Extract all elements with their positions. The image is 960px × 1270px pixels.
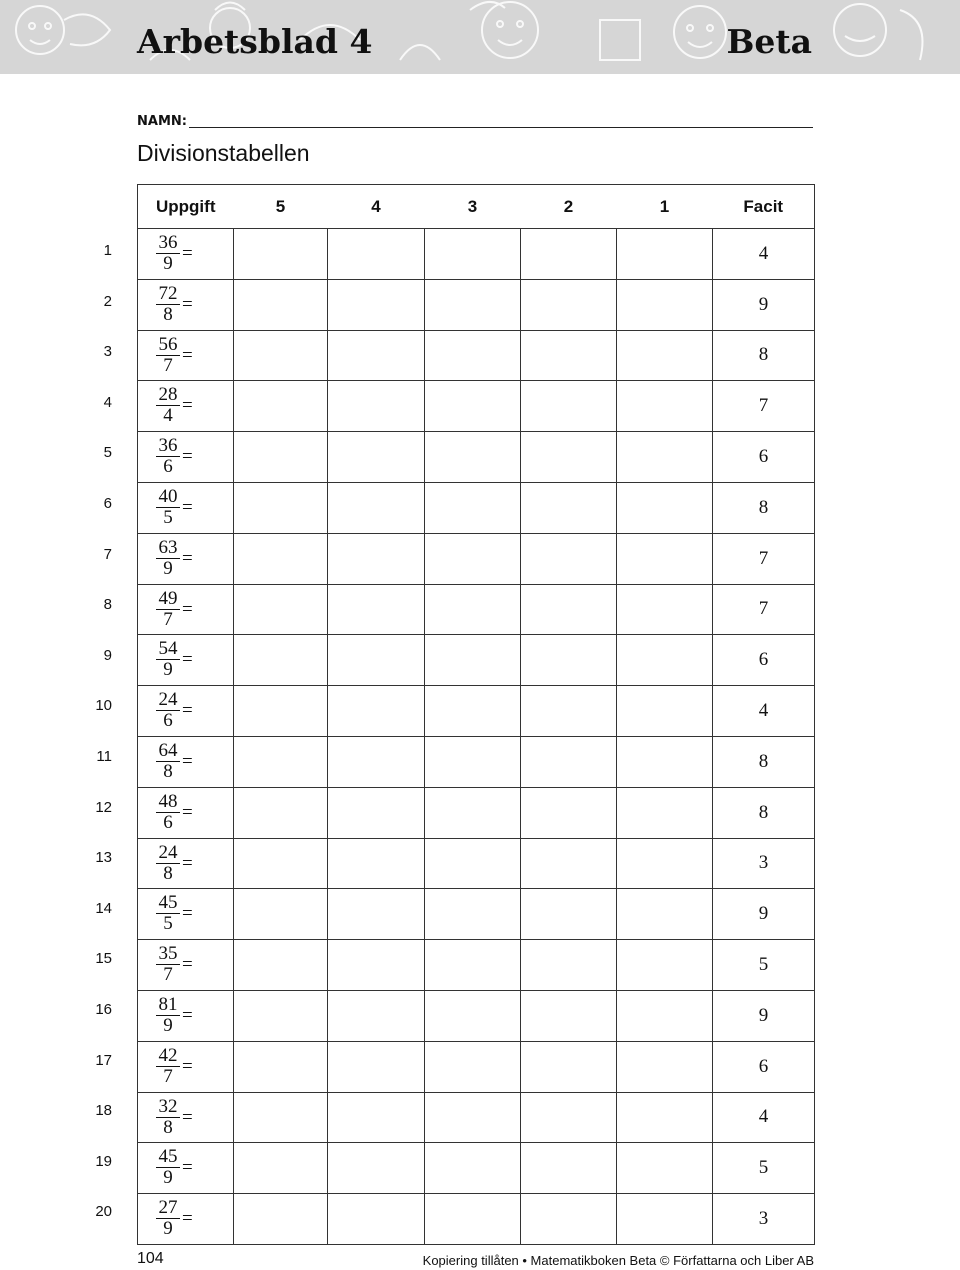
denominator: 8: [163, 303, 173, 325]
answer-cell[interactable]: [234, 990, 328, 1041]
task-cell: [138, 432, 234, 483]
answer-cell[interactable]: [521, 533, 617, 584]
denominator: 9: [163, 557, 173, 579]
answer-cell[interactable]: [617, 635, 713, 686]
denominator: 9: [163, 1218, 173, 1240]
task-cell: [138, 1143, 234, 1194]
answer-cell[interactable]: [328, 1143, 425, 1194]
column-header: 5: [234, 185, 328, 229]
table-row: [138, 990, 815, 1041]
column-header: 2: [521, 185, 617, 229]
numerator: 45: [156, 893, 180, 914]
fraction: [156, 1147, 180, 1188]
answer-cell[interactable]: [521, 1143, 617, 1194]
table-row: [138, 533, 815, 584]
answer-cell[interactable]: [521, 482, 617, 533]
table-row: [138, 838, 815, 889]
fraction: [156, 233, 180, 274]
answer-cell[interactable]: [617, 432, 713, 483]
task-cell: [138, 838, 234, 889]
facit-cell: 5: [713, 940, 815, 991]
task-cell: [138, 1092, 234, 1143]
denominator: 9: [163, 1167, 173, 1189]
equals-sign: =: [182, 1055, 193, 1077]
answer-cell[interactable]: [328, 889, 425, 940]
fraction: [156, 284, 180, 325]
answer-cell[interactable]: [234, 1143, 328, 1194]
name-field[interactable]: [137, 114, 813, 132]
column-header: Uppgift: [138, 185, 234, 229]
answer-cell[interactable]: [617, 279, 713, 330]
fraction: [156, 741, 180, 782]
answer-cell[interactable]: [617, 229, 713, 280]
table-row: [138, 584, 815, 635]
answer-cell[interactable]: [328, 432, 425, 483]
row-number: 12: [95, 798, 112, 816]
answer-cell[interactable]: [425, 381, 521, 432]
denominator: 9: [163, 659, 173, 681]
answer-cell[interactable]: [521, 584, 617, 635]
facit-cell: 8: [713, 736, 815, 787]
answer-cell[interactable]: [617, 584, 713, 635]
fraction: [156, 385, 180, 426]
denominator: 6: [163, 710, 173, 732]
answer-cell[interactable]: [328, 1041, 425, 1092]
task-cell: [138, 229, 234, 280]
fraction: [156, 639, 180, 680]
facit-cell: 4: [713, 229, 815, 280]
fraction: [156, 538, 180, 579]
facit-cell: 7: [713, 584, 815, 635]
answer-cell[interactable]: [234, 330, 328, 381]
answer-cell[interactable]: [234, 482, 328, 533]
equals-sign: =: [182, 1157, 193, 1179]
answer-cell[interactable]: [328, 990, 425, 1041]
answer-cell[interactable]: [521, 1092, 617, 1143]
equals-sign: =: [182, 1004, 193, 1026]
equals-sign: =: [182, 395, 193, 417]
task-cell: [138, 787, 234, 838]
answer-cell[interactable]: [521, 1041, 617, 1092]
numerator: 36: [156, 233, 180, 254]
numerator: 40: [156, 487, 180, 508]
answer-cell[interactable]: [328, 736, 425, 787]
answer-cell[interactable]: [234, 279, 328, 330]
numerator: 49: [156, 589, 180, 610]
equals-sign: =: [182, 700, 193, 722]
equals-sign: =: [182, 903, 193, 925]
table-row: [138, 1143, 815, 1194]
denominator: 6: [163, 811, 173, 833]
facit-cell: 6: [713, 635, 815, 686]
answer-cell[interactable]: [328, 330, 425, 381]
denominator: 8: [163, 862, 173, 884]
task-cell: [138, 1041, 234, 1092]
equals-sign: =: [182, 649, 193, 671]
row-number: 15: [95, 950, 112, 968]
numerator: 81: [156, 995, 180, 1016]
answer-cell[interactable]: [328, 229, 425, 280]
table-row: [138, 635, 815, 686]
answer-cell[interactable]: [234, 1092, 328, 1143]
task-cell: [138, 990, 234, 1041]
answer-cell[interactable]: [617, 1194, 713, 1245]
task-cell: [138, 482, 234, 533]
answer-cell[interactable]: [234, 1194, 328, 1245]
facit-cell: 9: [713, 279, 815, 330]
task-cell: [138, 533, 234, 584]
answer-cell[interactable]: [425, 889, 521, 940]
answer-cell[interactable]: [425, 1194, 521, 1245]
equals-sign: =: [182, 852, 193, 874]
fraction: [156, 1198, 180, 1239]
task-cell: [138, 1194, 234, 1245]
fraction: [156, 589, 180, 630]
column-header: 1: [617, 185, 713, 229]
numerator: 24: [156, 690, 180, 711]
numerator: 63: [156, 538, 180, 559]
answer-cell[interactable]: [234, 889, 328, 940]
table-row: [138, 432, 815, 483]
facit-cell: 5: [713, 1143, 815, 1194]
answer-cell[interactable]: [617, 787, 713, 838]
denominator: 9: [163, 1014, 173, 1036]
row-number: 18: [95, 1102, 112, 1120]
numerator: 24: [156, 843, 180, 864]
answer-cell[interactable]: [328, 787, 425, 838]
name-label: NAMN:: [137, 114, 187, 129]
copyright-credit: Kopiering tillåten • Matematikboken Beta © Författarna och Liber AB: [422, 1253, 814, 1268]
equals-sign: =: [182, 750, 193, 772]
row-number: 16: [95, 1001, 112, 1018]
facit-cell: 8: [713, 330, 815, 381]
answer-cell[interactable]: [617, 838, 713, 889]
numerator: 28: [156, 385, 180, 406]
name-line[interactable]: [189, 127, 813, 128]
answer-cell[interactable]: [521, 381, 617, 432]
table-row: [138, 1041, 815, 1092]
answer-cell[interactable]: [617, 990, 713, 1041]
answer-cell[interactable]: [328, 584, 425, 635]
row-number: 2: [103, 292, 112, 310]
task-cell: [138, 736, 234, 787]
facit-cell: 7: [713, 533, 815, 584]
column-header: 4: [328, 185, 425, 229]
numerator: 32: [156, 1097, 180, 1118]
answer-cell[interactable]: [328, 533, 425, 584]
answer-cell[interactable]: [521, 889, 617, 940]
equals-sign: =: [182, 446, 193, 468]
column-header: Facit: [713, 185, 815, 229]
answer-cell[interactable]: [521, 279, 617, 330]
answer-cell[interactable]: [234, 686, 328, 737]
numerator: 35: [156, 944, 180, 965]
answer-cell[interactable]: [234, 940, 328, 991]
numerator: 64: [156, 741, 180, 762]
answer-cell[interactable]: [617, 940, 713, 991]
answer-cell[interactable]: [521, 940, 617, 991]
equals-sign: =: [182, 243, 193, 264]
task-cell: [138, 635, 234, 686]
task-cell: [138, 330, 234, 381]
fraction: [156, 1046, 180, 1087]
row-number: 8: [103, 596, 112, 614]
answer-cell[interactable]: [617, 1092, 713, 1143]
row-number: 9: [103, 646, 112, 664]
row-number: 17: [95, 1051, 112, 1069]
answer-cell[interactable]: [617, 686, 713, 737]
numerator: 54: [156, 639, 180, 660]
denominator: 9: [163, 253, 173, 274]
answer-cell[interactable]: [617, 1041, 713, 1092]
task-cell: [138, 686, 234, 737]
facit-cell: 6: [713, 1041, 815, 1092]
table-row: [138, 686, 815, 737]
answer-cell[interactable]: [425, 584, 521, 635]
answer-cell[interactable]: [425, 533, 521, 584]
answer-cell[interactable]: [425, 990, 521, 1041]
task-cell: [138, 279, 234, 330]
table-header-row: [138, 185, 815, 229]
answer-cell[interactable]: [234, 1041, 328, 1092]
denominator: 5: [163, 913, 173, 935]
answer-cell[interactable]: [234, 533, 328, 584]
facit-cell: 3: [713, 838, 815, 889]
table-row: [138, 787, 815, 838]
worksheet-title: Arbetsblad 4: [137, 22, 373, 61]
answer-cell[interactable]: [328, 279, 425, 330]
task-cell: [138, 381, 234, 432]
answer-cell[interactable]: [425, 838, 521, 889]
denominator: 8: [163, 760, 173, 782]
denominator: 7: [163, 1065, 173, 1087]
answer-cell[interactable]: [425, 279, 521, 330]
answer-cell[interactable]: [425, 1041, 521, 1092]
task-cell: [138, 889, 234, 940]
answer-cell[interactable]: [234, 381, 328, 432]
answer-cell[interactable]: [425, 432, 521, 483]
answer-cell[interactable]: [328, 1194, 425, 1245]
page-title: Divisionstabellen: [137, 140, 310, 166]
numerator: 45: [156, 1147, 180, 1168]
denominator: 5: [163, 506, 173, 528]
answer-cell[interactable]: [521, 635, 617, 686]
table-row: [138, 279, 815, 330]
fraction: [156, 893, 180, 934]
answer-cell[interactable]: [521, 787, 617, 838]
page-number: 104: [137, 1250, 164, 1267]
fraction: [156, 487, 180, 528]
equals-sign: =: [182, 801, 193, 823]
answer-cell[interactable]: [425, 736, 521, 787]
equals-sign: =: [182, 1106, 193, 1128]
numerator: 48: [156, 792, 180, 813]
numerator: 42: [156, 1046, 180, 1067]
answer-cell[interactable]: [328, 686, 425, 737]
facit-cell: 9: [713, 889, 815, 940]
answer-cell[interactable]: [521, 838, 617, 889]
division-table: [137, 184, 815, 1245]
fraction: [156, 690, 180, 731]
column-header: 3: [425, 185, 521, 229]
answer-cell[interactable]: [617, 889, 713, 940]
fraction: [156, 1097, 180, 1138]
equals-sign: =: [182, 598, 193, 620]
header-banner: [0, 0, 960, 74]
row-number: 7: [103, 545, 112, 563]
answer-cell[interactable]: [521, 686, 617, 737]
answer-cell[interactable]: [328, 838, 425, 889]
fraction: [156, 792, 180, 833]
row-number: 6: [103, 495, 112, 512]
answer-cell[interactable]: [425, 1143, 521, 1194]
facit-cell: 6: [713, 432, 815, 483]
answer-cell[interactable]: [617, 736, 713, 787]
answer-cell[interactable]: [425, 635, 521, 686]
row-number: 19: [95, 1152, 112, 1170]
row-number: 14: [95, 899, 112, 917]
facit-cell: 4: [713, 1092, 815, 1143]
answer-cell[interactable]: [521, 990, 617, 1041]
denominator: 4: [163, 405, 173, 427]
fraction: [156, 944, 180, 985]
answer-cell[interactable]: [425, 787, 521, 838]
denominator: 8: [163, 1116, 173, 1138]
answer-cell[interactable]: [617, 533, 713, 584]
denominator: 7: [163, 354, 173, 376]
answer-cell[interactable]: [425, 940, 521, 991]
answer-cell[interactable]: [617, 482, 713, 533]
answer-cell[interactable]: [328, 1092, 425, 1143]
fraction: [156, 436, 180, 477]
answer-cell[interactable]: [425, 330, 521, 381]
answer-cell[interactable]: [425, 229, 521, 280]
equals-sign: =: [182, 547, 193, 569]
facit-cell: 7: [713, 381, 815, 432]
answer-cell[interactable]: [234, 787, 328, 838]
denominator: 7: [163, 964, 173, 986]
numerator: 72: [156, 284, 180, 305]
table-row: [138, 482, 815, 533]
answer-cell[interactable]: [234, 432, 328, 483]
fraction: [156, 843, 180, 884]
answer-cell[interactable]: [328, 940, 425, 991]
answer-cell[interactable]: [617, 330, 713, 381]
facit-cell: 3: [713, 1194, 815, 1245]
answer-cell[interactable]: [234, 584, 328, 635]
numerator: 56: [156, 335, 180, 356]
numerator: 36: [156, 436, 180, 457]
answer-cell[interactable]: [521, 229, 617, 280]
answer-cell[interactable]: [328, 381, 425, 432]
answer-cell[interactable]: [521, 736, 617, 787]
row-number: 1: [103, 242, 112, 259]
answer-cell[interactable]: [234, 838, 328, 889]
row-number: 13: [95, 849, 112, 867]
denominator: 6: [163, 456, 173, 478]
answer-cell[interactable]: [521, 1194, 617, 1245]
equals-sign: =: [182, 954, 193, 976]
fraction: [156, 995, 180, 1036]
table-row: [138, 889, 815, 940]
facit-cell: 8: [713, 482, 815, 533]
answer-cell[interactable]: [425, 482, 521, 533]
answer-cell[interactable]: [617, 381, 713, 432]
row-number: 11: [96, 748, 112, 765]
answer-cell[interactable]: [234, 736, 328, 787]
row-number: 4: [103, 393, 112, 411]
table-row: [138, 330, 815, 381]
equals-sign: =: [182, 496, 193, 518]
equals-sign: =: [182, 293, 193, 315]
facit-cell: 8: [713, 787, 815, 838]
numerator: 27: [156, 1198, 180, 1219]
facit-cell: 4: [713, 686, 815, 737]
equals-sign: =: [182, 1208, 193, 1230]
answer-cell[interactable]: [234, 635, 328, 686]
task-cell: [138, 940, 234, 991]
table-row: [138, 381, 815, 432]
answer-cell[interactable]: [328, 635, 425, 686]
fraction: [156, 335, 180, 376]
answer-cell[interactable]: [617, 1143, 713, 1194]
row-number: 3: [103, 343, 112, 361]
answer-cell[interactable]: [521, 432, 617, 483]
denominator: 7: [163, 608, 173, 630]
level-label: Beta: [726, 22, 812, 61]
answer-cell[interactable]: [234, 229, 328, 280]
table-row: [138, 736, 815, 787]
table-row: [138, 1194, 815, 1245]
row-number: 10: [95, 697, 112, 715]
answer-cell[interactable]: [328, 482, 425, 533]
row-number: 5: [103, 444, 112, 462]
table-row: [138, 1092, 815, 1143]
answer-cell[interactable]: [425, 1092, 521, 1143]
answer-cell[interactable]: [521, 330, 617, 381]
task-cell: [138, 584, 234, 635]
facit-cell: 9: [713, 990, 815, 1041]
table-row: [138, 229, 815, 280]
answer-cell[interactable]: [425, 686, 521, 737]
table-row: [138, 940, 815, 991]
equals-sign: =: [182, 344, 193, 366]
row-number: 20: [95, 1203, 112, 1221]
